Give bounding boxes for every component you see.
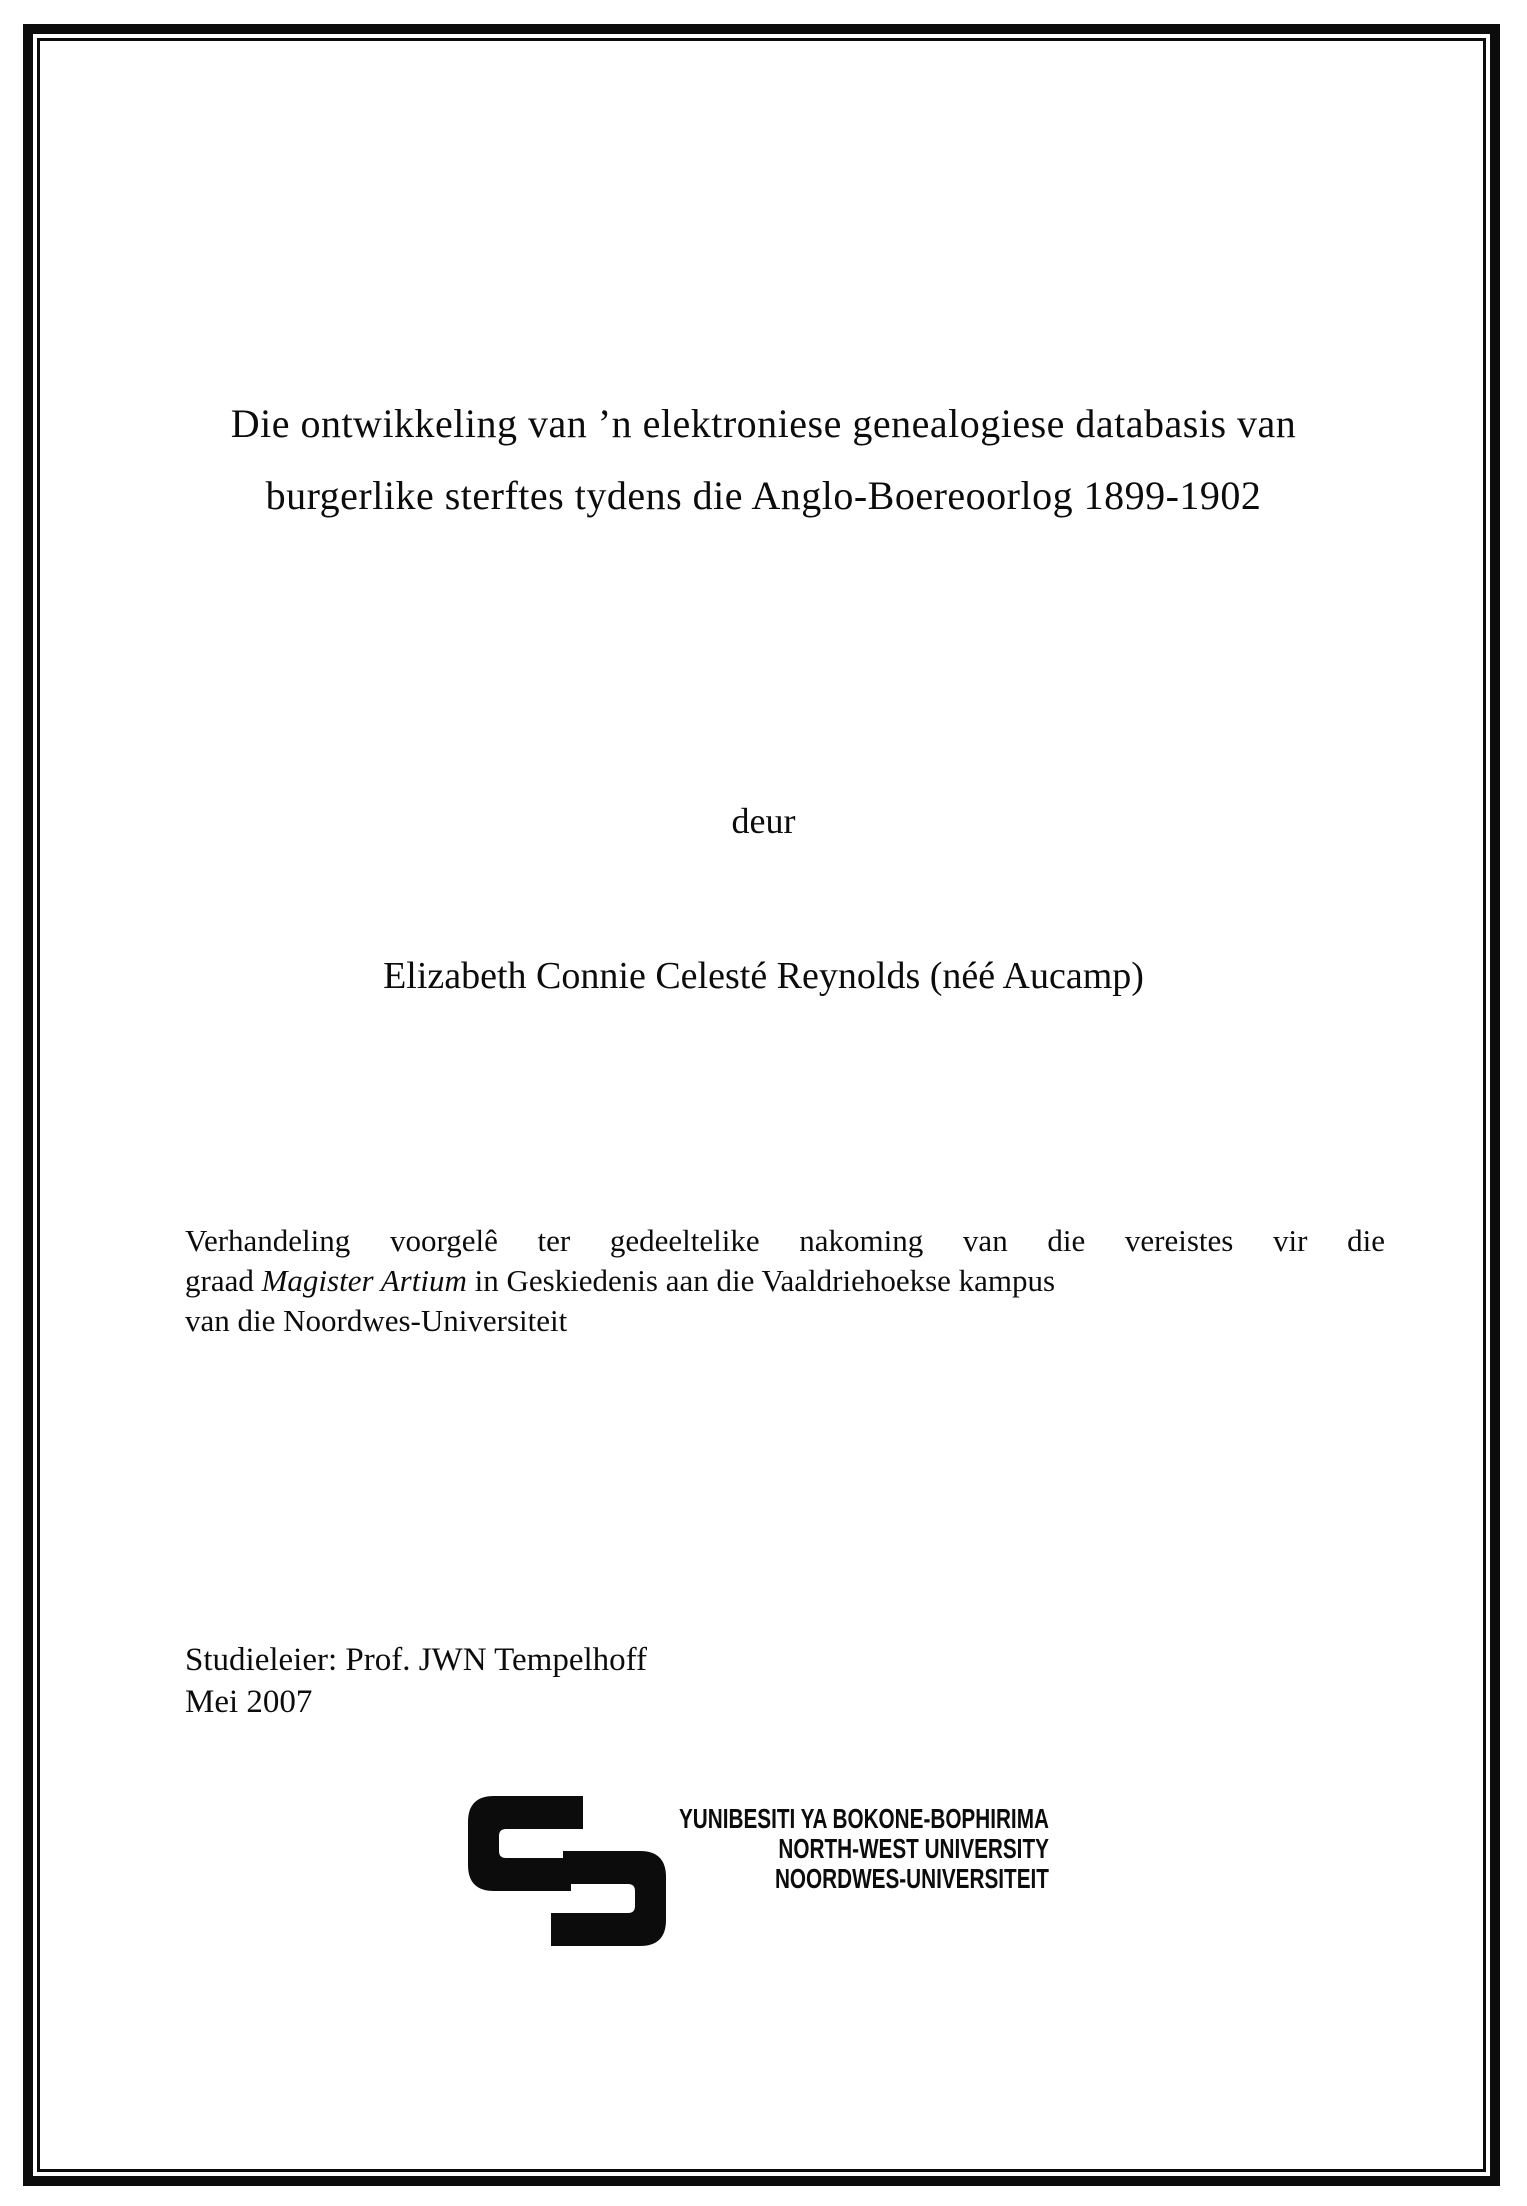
- nwu-logo-line1: YUNIBESITI YA BOKONE-BOPHIRIMA: [679, 1803, 1049, 1834]
- thesis-title: [60, 388, 1467, 532]
- byline: deur: [731, 801, 796, 841]
- degree-statement-line3: van die Noordwes-Universiteit: [185, 1303, 568, 1338]
- nwu-logo-wordmark: [679, 1804, 1049, 1894]
- date-line: Mei 2007: [185, 1684, 313, 1720]
- supervisor-block: [185, 1639, 647, 1723]
- nwu-logo-icon: [468, 1796, 668, 1948]
- degree-statement: [185, 1221, 1385, 1341]
- degree-name-italic: Magister Artium: [261, 1263, 467, 1298]
- nwu-logo-line3: NOORDWES-UNIVERSITEIT: [775, 1863, 1049, 1894]
- supervisor-line: Studieleier: Prof. JWN Tempelhoff: [185, 1642, 648, 1678]
- thesis-title-line1: Die ontwikkeling van ’n elektroniese genealogiese databasis van: [230, 401, 1297, 446]
- degree-statement-line2-suffix: in Geskiedenis aan die Vaaldriehoekse kampus: [466, 1263, 1056, 1298]
- degree-statement-line2-prefix: graad: [185, 1263, 262, 1298]
- author-name: Elizabeth Connie Celesté Reynolds (néé Aucamp): [383, 955, 1144, 997]
- nwu-logo-line2: NORTH-WEST UNIVERSITY: [778, 1833, 1049, 1864]
- thesis-title-line2: burgerlike sterftes tydens die Anglo-Boereoorlog 1899-1902: [265, 473, 1262, 518]
- degree-statement-line1: Verhandeling voorgelê ter gedeeltelike nakoming van die vereistes vir die: [185, 1223, 1385, 1258]
- degree-statement-line2: [185, 1261, 1385, 1301]
